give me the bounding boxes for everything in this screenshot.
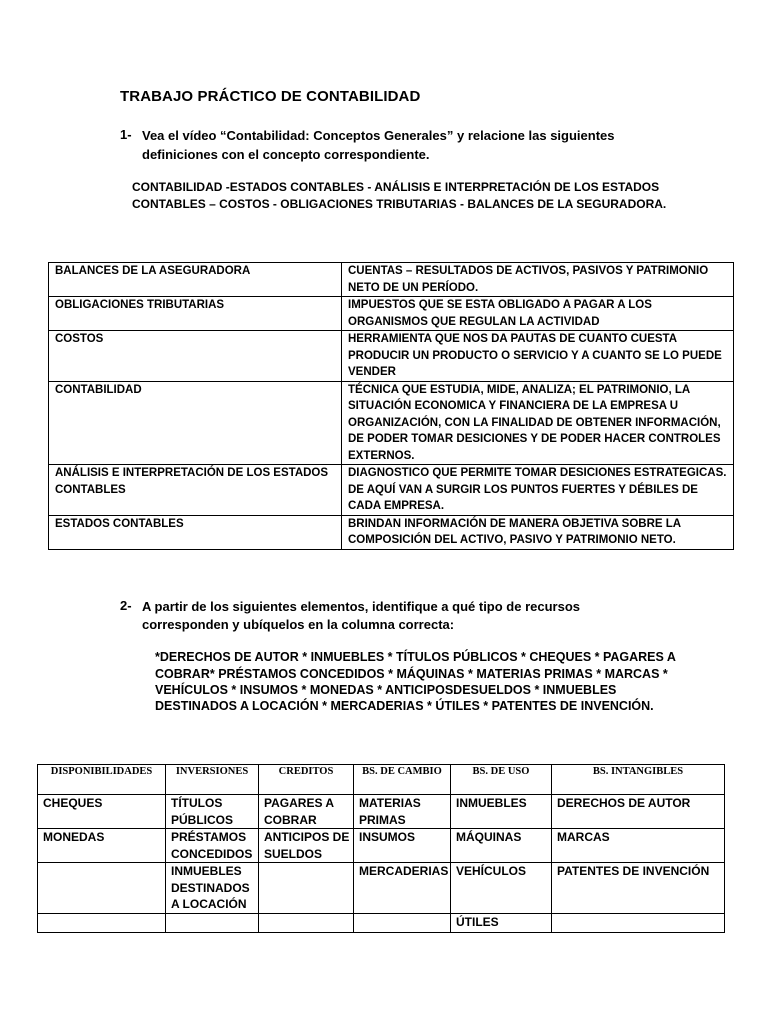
table-row	[49, 465, 734, 516]
table-cell	[552, 913, 725, 932]
table-cell: INSUMOS	[354, 829, 451, 863]
table-cell: MARCAS	[552, 829, 725, 863]
table-cell: CHEQUES	[38, 795, 166, 829]
table-row	[49, 297, 734, 331]
table-cell: ÚTILES	[451, 913, 552, 932]
question-2-text-line-2: corresponden y ubíquelos en la columna correcta:	[142, 617, 455, 632]
question-1-text-line-1: Vea el vídeo “Contabilidad: Conceptos Generales” y relacione las siguientes	[142, 128, 615, 143]
table-header-row	[38, 765, 725, 795]
column-header: DISPONIBILIDADES	[38, 765, 166, 795]
table-cell	[38, 913, 166, 932]
concept-cell: ESTADOS CONTABLES	[49, 515, 342, 549]
definitions-table	[48, 262, 734, 550]
elements-list-line-4: DESTINADOS A LOCACIÓN * MERCADERIAS * ÚTILES * PATENTES DE INVENCIÓN.	[155, 699, 654, 713]
definition-cell: IMPUESTOS QUE SE ESTA OBLIGADO A PAGAR A LOS ORGANISMOS QUE REGULAN LA ACTIVIDAD	[342, 297, 734, 331]
concept-cell: ANÁLISIS E INTERPRETACIÓN DE LOS ESTADOS CONTABLES	[49, 465, 342, 516]
table-cell	[259, 913, 354, 932]
column-header: BS. DE CAMBIO	[354, 765, 451, 795]
concept-cell: BALANCES DE LA ASEGURADORA	[49, 263, 342, 297]
question-2-number: 2-	[120, 598, 132, 613]
table-row	[49, 381, 734, 465]
table-cell: MONEDAS	[38, 829, 166, 863]
table-cell: INMUEBLES	[451, 795, 552, 829]
table-cell: MATERIAS PRIMAS	[354, 795, 451, 829]
table-cell	[259, 863, 354, 914]
definition-cell: HERRAMIENTA QUE NOS DA PAUTAS DE CUANTO CUESTA PRODUCIR UN PRODUCTO O SERVICIO Y A CUANTO SE LO PUEDE VENDER	[342, 331, 734, 382]
elements-list-line-2: COBRAR* PRÉSTAMOS CONCEDIDOS * MÁQUINAS * MATERIAS PRIMAS * MARCAS *	[155, 667, 668, 681]
definition-cell: TÉCNICA QUE ESTUDIA, MIDE, ANALIZA; EL PATRIMONIO, LA SITUACIÓN ECONOMICA Y FINANCIERA DE LA EMPRESA U ORGANIZACIÓN, CON LA FINALIDAD DE OBTENER INFORMACIÓN, DE PODER TOMAR DESICIONES Y DE PODER HACER CONTROLES EXTERNOS.	[342, 381, 734, 465]
question-1-text-line-2: definiciones con el concepto correspondiente.	[142, 147, 430, 162]
elements-list-line-3: VEHÍCULOS * INSUMOS * MONEDAS * ANTICIPOSDESUELDOS * INMUEBLES	[155, 683, 617, 697]
table-cell: PAGARES A COBRAR	[259, 795, 354, 829]
table-row	[49, 515, 734, 549]
definition-cell: BRINDAN INFORMACIÓN DE MANERA OBJETIVA SOBRE LA COMPOSICIÓN DEL ACTIVO, PASIVO Y PATRIMONIO NETO.	[342, 515, 734, 549]
table-cell: VEHÍCULOS	[451, 863, 552, 914]
table-row	[38, 913, 725, 932]
table-cell: INMUEBLES DESTINADOS A LOCACIÓN	[166, 863, 259, 914]
table-row	[49, 331, 734, 382]
table-cell: PRÉSTAMOS CONCEDIDOS	[166, 829, 259, 863]
concept-cell: CONTABILIDAD	[49, 381, 342, 465]
column-header: BS. INTANGIBLES	[552, 765, 725, 795]
concepts-list-line-1: CONTABILIDAD -ESTADOS CONTABLES - ANÁLISIS E INTERPRETACIÓN DE LOS ESTADOS	[132, 180, 660, 194]
document-title: TRABAJO PRÁCTICO DE CONTABILIDAD	[120, 88, 421, 105]
column-header: BS. DE USO	[451, 765, 552, 795]
elements-list-line-1: *DERECHOS DE AUTOR * INMUEBLES * TÍTULOS PÚBLICOS * CHEQUES * PAGARES A	[155, 650, 676, 664]
table-row	[49, 263, 734, 297]
table-cell: TÍTULOS PÚBLICOS	[166, 795, 259, 829]
concepts-list-line-2: CONTABLES – COSTOS - OBLIGACIONES TRIBUTARIAS - BALANCES DE LA SEGURADORA.	[132, 197, 667, 211]
table-cell: MERCADERIAS	[354, 863, 451, 914]
table-cell: MÁQUINAS	[451, 829, 552, 863]
table-cell: DERECHOS DE AUTOR	[552, 795, 725, 829]
table-cell	[166, 913, 259, 932]
question-2-text-line-1: A partir de los siguientes elementos, identifique a qué tipo de recursos	[142, 599, 581, 614]
concept-cell: COSTOS	[49, 331, 342, 382]
table-row	[38, 829, 725, 863]
question-1-number: 1-	[120, 127, 132, 142]
column-header: INVERSIONES	[166, 765, 259, 795]
table-row	[38, 795, 725, 829]
definition-cell: CUENTAS – RESULTADOS DE ACTIVOS, PASIVOS Y PATRIMONIO NETO DE UN PERÍODO.	[342, 263, 734, 297]
resources-table	[37, 764, 725, 933]
table-cell: ANTICIPOS DE SUELDOS	[259, 829, 354, 863]
concept-cell: OBLIGACIONES TRIBUTARIAS	[49, 297, 342, 331]
definition-cell: DIAGNOSTICO QUE PERMITE TOMAR DESICIONES ESTRATEGICAS. DE AQUÍ VAN A SURGIR LOS PUNTOS FUERTES Y DÉBILES DE CADA EMPRESA.	[342, 465, 734, 516]
table-cell	[38, 863, 166, 914]
column-header: CREDITOS	[259, 765, 354, 795]
table-cell	[354, 913, 451, 932]
table-row	[38, 863, 725, 914]
table-cell: PATENTES DE INVENCIÓN	[552, 863, 725, 914]
